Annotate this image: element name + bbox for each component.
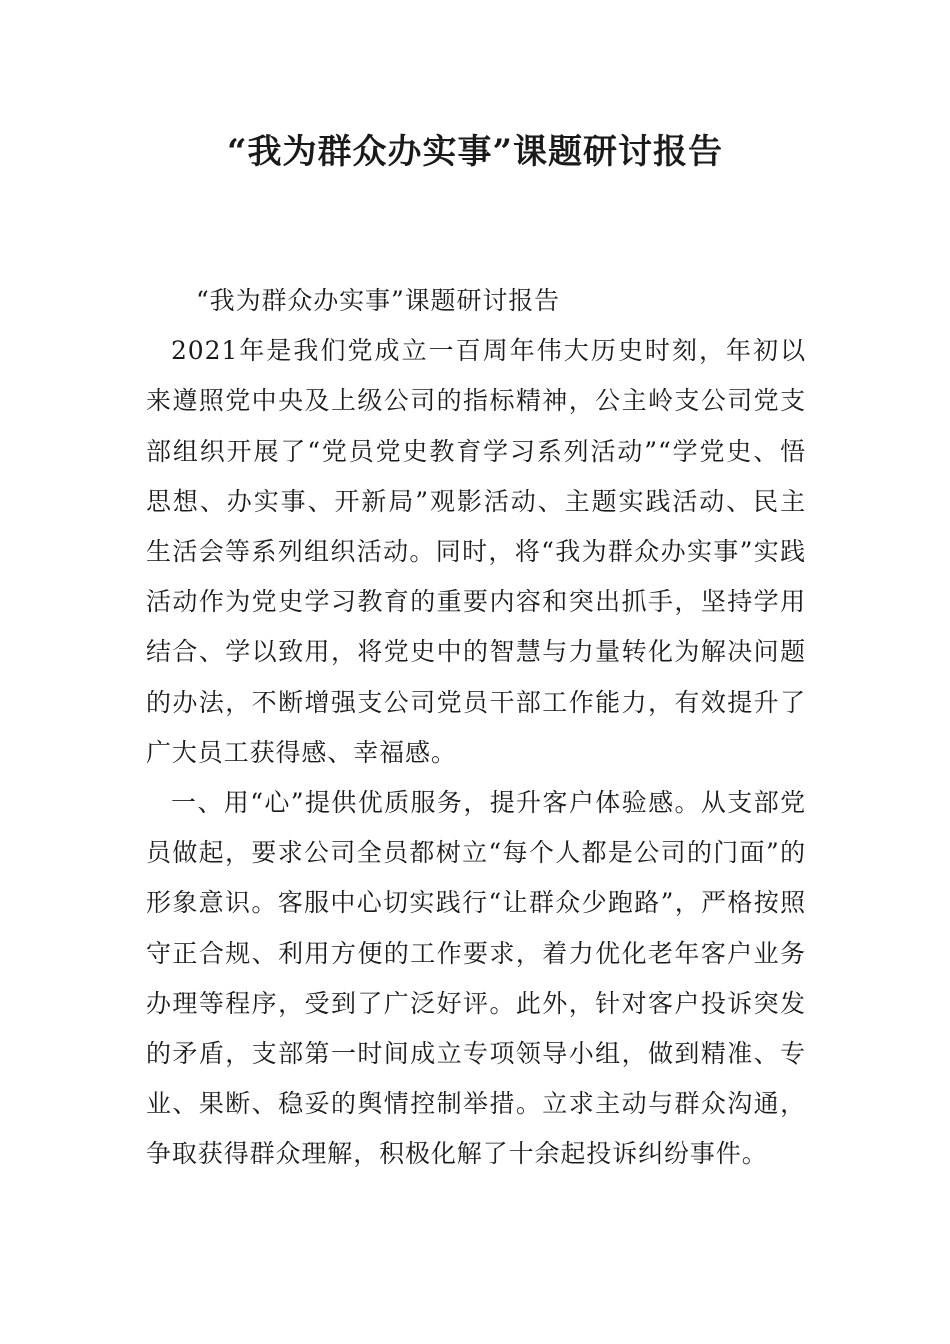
document-title: “我为群众办实事”课题研讨报告 (226, 132, 724, 172)
paragraph-section-one: 一、用“心”提供优质服务，提升客户体验感。从支部党员做起，要求公司全员都树立“每个人都是公司的门面”的形象意识。客服中心切实践行“让群众少跑路”，严格按照守正合规、利用方便的工作要求，着力优化老年客户业务办理等程序，受到了广泛好评。此外，针对客户投诉突发的矛盾，支部第一时间成立专项领导小组，做到精准、专业、果断、稳妥的舆情控制举措。立求主动与群众沟通，争取获得群众理解，积极化解了十余起投诉纠纷事件。 (146, 788, 806, 1169)
paragraph-intro: 2021年是我们党成立一百周年伟大历史时刻，年初以来遵照党中央及上级公司的指标精神，公主岭支公司党支部组织开展了“党员党史教育学习系列活动”“学党史、悟思想、办实事、开新局”观影活动、主题实践活动、民主生活会等系列组织活动。同时，将“我为群众办实事”实践活动作为党史学习教育的重要内容和突出抓手，坚持学用结合、学以致用，将党史中的智慧与力量转化为解决问题的办法，不断增强支公司党员干部工作能力，有效提升了广大员工获得感、幸福感。 (146, 336, 806, 767)
document-subtitle: “我为群众办实事”课题研讨报告 (196, 286, 561, 315)
document-body (146, 276, 806, 1180)
